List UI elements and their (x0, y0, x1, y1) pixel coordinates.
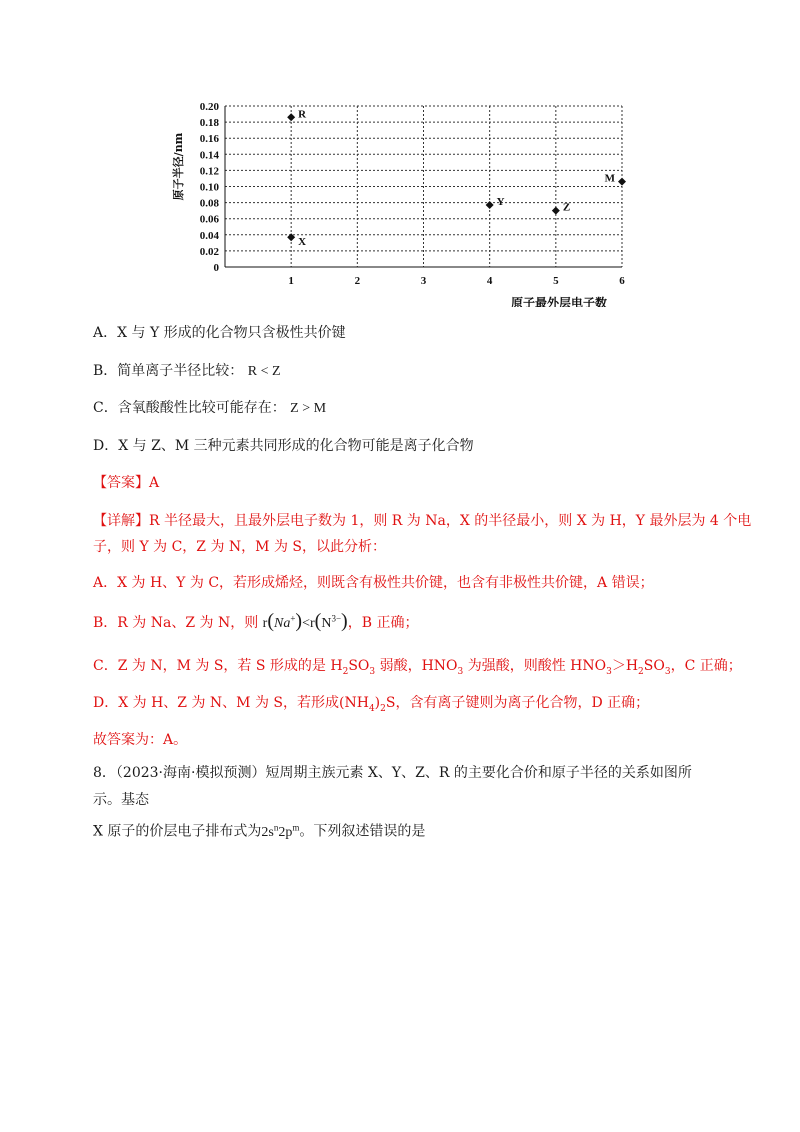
answer-tag: 【答案】 (93, 475, 149, 491)
detail-c: C．Z 为 N，M 为 S，若 S 形成的是 $H_2SO_3$ 弱酸，$HNO_3$ 为强酸，则酸性 $HNO_3>H_2SO_3$，C 正确； (93, 658, 742, 677)
option-a: A．X 与 Y 形成的化合物只含极性共价键 (93, 325, 346, 341)
detail-conclusion: 故答案为：A。 (93, 732, 188, 748)
question-number: 8． (93, 765, 116, 781)
detail-c-mid2: 为强酸，则酸性 HNO (463, 658, 607, 674)
h2so3-formula: $H_2SO_3$ (330, 658, 376, 677)
y-tick-label: 0.14 (199, 149, 219, 162)
data-point-R (287, 113, 295, 121)
y-tick-label: 0.16 (199, 133, 219, 146)
detail-line-1 (93, 510, 751, 530)
data-point-Z (552, 207, 560, 215)
answer-value: A (149, 475, 160, 491)
data-label-M: M (604, 172, 615, 185)
data-label-Z: Z (562, 201, 571, 214)
answer-line (93, 472, 159, 492)
option-b (93, 360, 281, 380)
detail-line-2: 子，则 Y 为 C，Z 为 N，M 为 S，以此分析： (93, 539, 387, 555)
x-tick-label: 2 (354, 275, 361, 287)
question-source: （2023·海南·模拟预测） (115, 765, 266, 781)
question-text-2: X 原子的价层电子排布式为 (93, 823, 262, 840)
y-tick-label: 0.02 (199, 245, 219, 258)
detail-a: A．X 为 H、Y 为 C，若形成烯烃，则既含有极性共价键，也含有非极性共价键，A 错误； (93, 575, 654, 591)
data-label-X: X (298, 236, 307, 249)
y-tick-label: 0.18 (199, 117, 219, 130)
x-tick-label: 5 (553, 275, 559, 287)
x-tick-label: 4 (486, 275, 493, 287)
question-8 (93, 760, 713, 846)
atomic-radius-chart (168, 92, 638, 311)
detail-b-post: ，B 正确； (347, 615, 419, 631)
y-tick-label: 0.10 (199, 181, 219, 194)
option-c-text: C．含氧酸酸性比较可能存在： (93, 400, 286, 416)
detail-b-pre: B．R 为 Na、Z 为 N，则 (93, 615, 263, 631)
detail-tag: 【详解】 (93, 513, 149, 529)
y-tick-label: 0.06 (199, 213, 219, 226)
question-8-line-2 (93, 814, 713, 846)
y-tick-label: 0.04 (199, 229, 219, 242)
question-8-line-1 (93, 760, 713, 814)
detail-c-mid: 弱酸，HNO (375, 658, 458, 674)
option-b-formula: R < Z (247, 364, 281, 379)
detail-d-pre: D．X 为 H、Z 为 N、M 为 S，若形成(NH (93, 695, 369, 711)
data-label-R: R (298, 108, 307, 121)
x-tick-label: 3 (420, 275, 427, 287)
x-tick-label: 6 (619, 275, 625, 287)
detail-text-1: R 半径最大，且最外层电子数为 1，则 R 为 Na，X 的半径最小，则 X 为 H，Y 最外层为 4 个电 (149, 513, 752, 529)
option-d: D．X 与 Z、M 三种元素共同形成的化合物可能是离子化合物 (93, 438, 474, 454)
question-text-3: 。下列叙述错误的是 (299, 823, 426, 840)
data-point-M (618, 178, 626, 186)
detail-d-post: S，含有离子键则为离子化合物，D 正确； (385, 695, 650, 711)
y-tick-label: 0 (213, 262, 219, 274)
y-axis-label: 原子半径/nm (172, 132, 185, 201)
detail-c-pre: C．Z 为 N，M 为 S，若 S 形成的是 (93, 658, 331, 674)
greater-than-formula: $>H_2SO_3$ (611, 658, 671, 677)
electron-config-formula: $2s^n2p^m$ (261, 822, 300, 840)
detail-d: D．X 为 H、Z 为 N、M 为 S，若形成$(NH_4)_2S$，含有离子键则为离子化合物，D 正确； (93, 695, 650, 714)
option-c (93, 397, 326, 417)
y-tick-label: 0.08 (199, 197, 219, 210)
option-c-formula: Z > M (290, 401, 327, 416)
chart-svg (168, 92, 638, 307)
detail-b (93, 610, 418, 633)
x-axis-label: 原子最外层电子数 (510, 296, 608, 307)
radius-comparison-formula: $r(Na^+)<r(N^{3-})$ (262, 610, 348, 632)
data-label-Y: Y (496, 196, 505, 209)
detail-c-post: ，C 正确； (670, 658, 742, 674)
y-tick-label: 0.20 (199, 101, 219, 113)
option-b-text: B．简单离子半径比较： (93, 363, 244, 379)
x-tick-label: 1 (288, 275, 294, 287)
question-text-1: 短周期主族元素 X、Y、Z、R 的主要化合价和原子半径的关系如图所示。基态 (93, 765, 692, 808)
y-tick-label: 0.12 (199, 165, 219, 178)
